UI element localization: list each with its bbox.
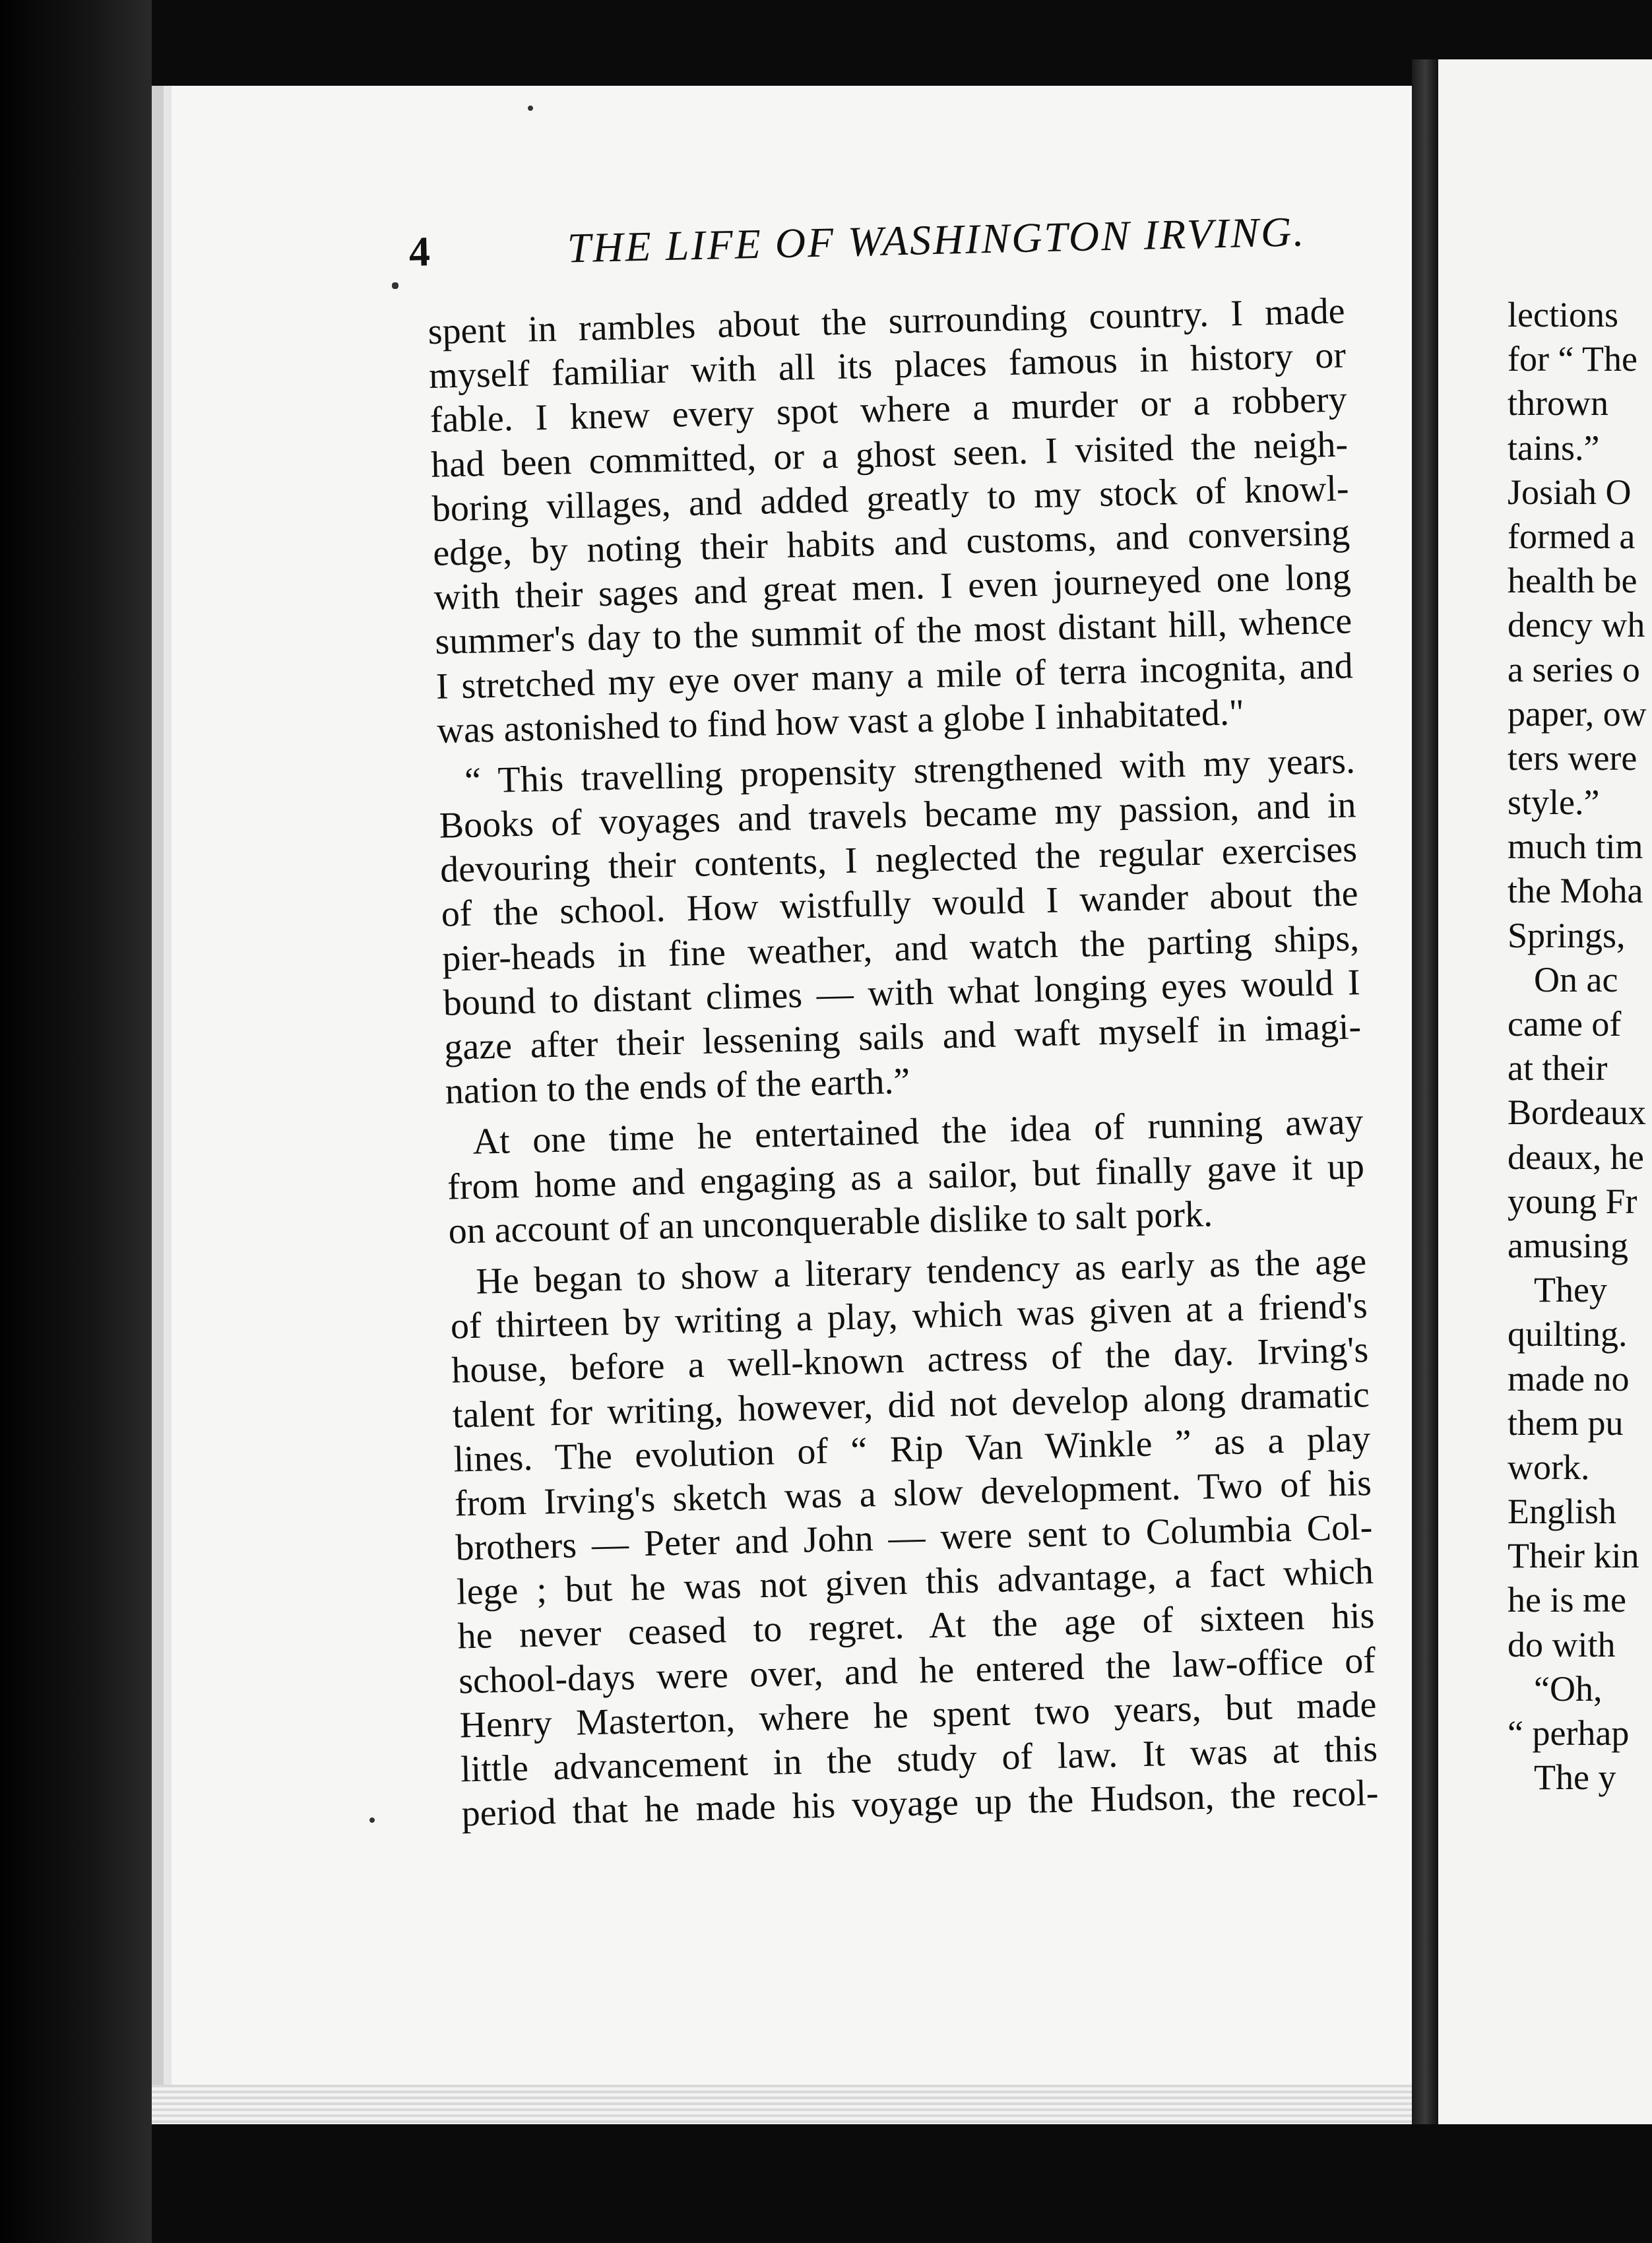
- text-line: Josiah O: [1508, 472, 1632, 512]
- text-line: of the school. How wistfully would I wander about the: [441, 873, 1359, 935]
- text-line: them pu: [1508, 1403, 1624, 1443]
- text-line: “ perhap: [1508, 1713, 1630, 1753]
- text-line: Bordeaux: [1508, 1092, 1646, 1133]
- text-line: myself familiar with all its places famous in history or: [428, 334, 1347, 397]
- text-line: of thirteen by writing a play, which was given at a friend's: [450, 1285, 1368, 1347]
- text-line: work.: [1508, 1447, 1590, 1487]
- text-line: he is me: [1508, 1580, 1626, 1620]
- text-line: from home and engaging as a sailor, but finally gave it up: [447, 1145, 1365, 1208]
- text-line: lege ; but he was not given this advantage, a fact which: [456, 1551, 1374, 1613]
- text-line: tains.”: [1508, 427, 1600, 468]
- text-line: little advancement in the study of law. It was at this: [460, 1728, 1378, 1790]
- text-line: a series o: [1508, 649, 1640, 689]
- text-line: from Irving's sketch was a slow development. Two of his: [454, 1462, 1372, 1525]
- text-line: much tim: [1508, 827, 1643, 867]
- text-line: I stretched my eye over many a mile of terra incognita, and: [435, 645, 1354, 707]
- text-line: for “ The: [1508, 339, 1637, 379]
- text-line: lines. The evolution of “ Rip Van Winkle ” as a play: [453, 1418, 1371, 1480]
- text-line: dency wh: [1508, 605, 1645, 645]
- dust-speck: [392, 282, 398, 289]
- text-line: had been committed, or a ghost seen. I visited the neigh-: [430, 423, 1349, 486]
- scan-background: [0, 0, 152, 2243]
- page-number: 4: [408, 228, 433, 275]
- left-page-text: [428, 289, 1379, 1836]
- text-line: was astonished to find how vast a globe I inhabitated.": [436, 691, 1245, 751]
- text-line: do with: [1508, 1624, 1616, 1664]
- text-line: “Oh,: [1534, 1668, 1603, 1709]
- text-line: bound to distant climes — with what longing eyes would I: [443, 962, 1361, 1024]
- text-line: amusing: [1508, 1225, 1628, 1265]
- text-line: fable. I knew every spot where a murder or a robbery: [429, 379, 1348, 441]
- text-line: the Moha: [1508, 871, 1643, 911]
- text-line: house, before a well-known actress of the day. Irving's: [451, 1329, 1369, 1391]
- text-line: at their: [1508, 1048, 1608, 1089]
- text-line: school-days were over, and he entered the law-office of: [458, 1639, 1376, 1702]
- text-line: devouring their contents, I neglected the regular exercises: [439, 829, 1358, 891]
- text-line: He began to show a literary tendency as early as the age: [475, 1241, 1367, 1302]
- text-line: Springs,: [1508, 915, 1626, 955]
- text-line: pier-heads in fine weather, and watch the parting ships,: [441, 917, 1360, 980]
- text-line: edge, by noting their habits and customs, and conversing: [432, 512, 1350, 574]
- text-line: “ This travelling propensity strengthened with my years.: [464, 740, 1356, 802]
- text-line: lections: [1508, 295, 1618, 334]
- text-line: thrown: [1508, 383, 1608, 424]
- text-line: boring villages, and added greatly to my stock of knowl-: [431, 468, 1350, 530]
- text-line: style.”: [1508, 782, 1600, 823]
- running-title: THE LIFE OF WASHINGTON IRVING.: [567, 208, 1306, 272]
- text-line: At one time he entertained the idea of running away: [472, 1101, 1364, 1163]
- text-line: health be: [1508, 561, 1637, 601]
- text-line: Henry Masterton, where he spent two years, but made: [459, 1684, 1378, 1746]
- text-line: came of: [1508, 1004, 1622, 1044]
- text-line: brothers — Peter and John — were sent to Columbia Col-: [455, 1507, 1373, 1569]
- text-line: Books of voyages and travels became my passion, and in: [439, 784, 1357, 846]
- dust-speck: [369, 1817, 375, 1823]
- right-page-text: [1508, 293, 1652, 1800]
- text-line: gaze after their lessening sails and waft myself in imagi-: [443, 1006, 1362, 1068]
- text-line: deaux, he: [1508, 1137, 1644, 1177]
- text-line: he never ceased to regret. At the age of sixteen his: [457, 1595, 1375, 1657]
- text-line: nation to the ends of the earth.”: [445, 1060, 910, 1112]
- text-line: talent for writing, however, did not develop along dramatic: [452, 1374, 1370, 1436]
- text-line: on account of an unconquerable dislike to salt pork.: [447, 1193, 1213, 1252]
- text-line: formed a: [1508, 516, 1636, 556]
- text-line: quilting.: [1508, 1314, 1628, 1354]
- page-edges: [152, 2085, 1412, 2124]
- dust-speck: [528, 106, 533, 111]
- text-line: ters were: [1508, 738, 1637, 778]
- text-line: summer's day to the summit of the most distant hill, whence: [434, 600, 1352, 663]
- text-line: Their kin: [1508, 1536, 1639, 1576]
- text-line: period that he made his voyage up the Hudson, the recol-: [461, 1773, 1380, 1835]
- text-line: with their sages and great men. I even journeyed one long: [433, 556, 1352, 619]
- text-line: The y: [1534, 1757, 1616, 1798]
- book-gutter: [1412, 59, 1438, 2124]
- text-line: spent in rambles about the surrounding country. I made: [428, 290, 1346, 352]
- text-line: On ac: [1534, 959, 1618, 999]
- text-line: paper, ow: [1508, 693, 1647, 734]
- text-line: made no: [1508, 1358, 1630, 1399]
- text-line: young Fr: [1508, 1181, 1637, 1221]
- text-line: They: [1534, 1270, 1607, 1310]
- text-line: English: [1508, 1492, 1617, 1532]
